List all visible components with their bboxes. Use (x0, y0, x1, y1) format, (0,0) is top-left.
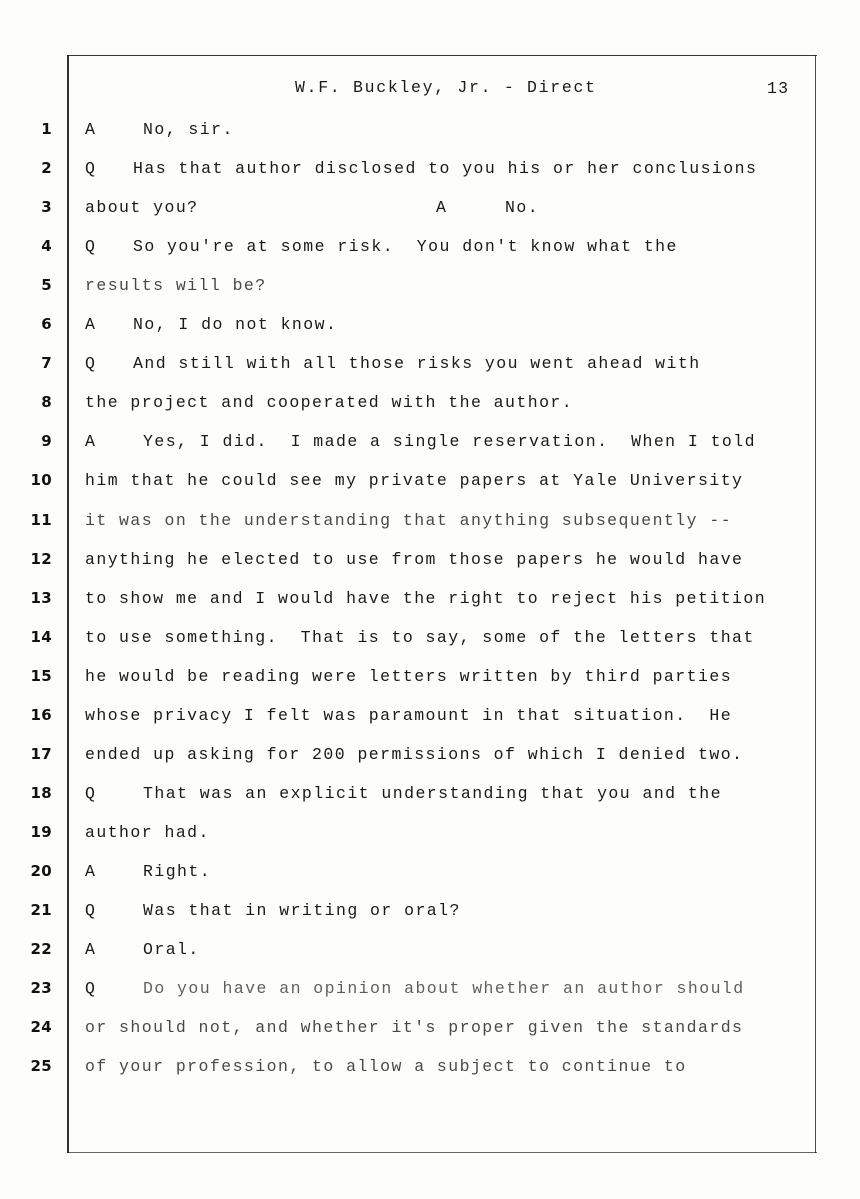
line-number: 3 (41, 198, 52, 217)
line-text: results will be? (85, 276, 267, 296)
line-number: 8 (41, 393, 52, 412)
line-number: 1 (41, 120, 52, 138)
line-number: 9 (41, 432, 52, 451)
line-text: the project and cooperated with the author. (85, 393, 574, 413)
page-number: 13 (767, 79, 790, 98)
speaker-label: Q (85, 783, 97, 803)
transcript-line (0, 511, 860, 549)
speaker-label: Q (85, 354, 97, 374)
line-number: 22 (30, 940, 52, 959)
transcript-line (0, 276, 860, 314)
line-text: ended up asking for 200 permissions of which I denied two. (85, 744, 744, 764)
line-number: 21 (30, 901, 52, 919)
line-text: Do you have an opinion about whether an author should (143, 979, 745, 999)
transcript-line (0, 940, 860, 978)
line-text: That was an explicit understanding that you and the (143, 783, 722, 803)
line-text: whose privacy I felt was paramount in that situation. He (85, 705, 733, 725)
line-text-secondary: No. (505, 198, 540, 218)
line-number: 17 (30, 744, 52, 763)
line-number: 10 (30, 471, 52, 490)
line-number: 6 (41, 315, 52, 334)
line-text: Was that in writing or oral? (143, 901, 461, 920)
speaker-label: A (85, 861, 97, 881)
line-number: 4 (41, 237, 52, 256)
line-number: 16 (30, 705, 52, 724)
speaker-label: A (85, 432, 97, 452)
speaker-label: Q (85, 159, 97, 179)
line-number: 11 (30, 510, 52, 529)
transcript-line (0, 628, 860, 666)
line-text: And still with all those risks you went ahead with (133, 354, 701, 374)
line-text: about you? (85, 198, 199, 218)
transcript-line (0, 745, 860, 783)
speaker-label-secondary: A (436, 198, 448, 218)
transcript-line (0, 354, 860, 392)
transcript-line (0, 159, 860, 197)
line-text: Has that author disclosed to you his or her conclusions (133, 159, 758, 179)
line-text: he would be reading were letters written by third parties (85, 666, 733, 686)
line-number: 13 (30, 588, 52, 607)
transcript-line (0, 393, 860, 431)
line-text: to use something. That is to say, some of the letters that (85, 627, 755, 647)
line-text: Yes, I did. I made a single reservation. When I told (143, 432, 756, 452)
speaker-label: A (85, 940, 97, 960)
line-number: 12 (30, 549, 52, 568)
transcript-line (0, 471, 860, 509)
transcript-line (0, 1018, 860, 1056)
line-number: 25 (30, 1057, 52, 1076)
transcript-line (0, 120, 860, 158)
line-number: 7 (41, 354, 52, 373)
witness-examination-title: W.F. Buckley, Jr. - Direct (295, 78, 597, 97)
transcript-line (0, 784, 860, 822)
transcript-line (0, 862, 860, 900)
speaker-label: Q (85, 237, 97, 257)
speaker-label: Q (85, 979, 97, 999)
transcript-line (0, 589, 860, 627)
transcript-line (0, 315, 860, 353)
speaker-label: Q (85, 901, 97, 920)
line-number: 19 (30, 822, 52, 841)
line-number: 14 (30, 627, 52, 646)
line-text: him that he could see my private papers at Yale University (85, 471, 744, 491)
line-number: 15 (30, 666, 52, 685)
line-number: 2 (41, 159, 52, 178)
transcript-line (0, 901, 860, 939)
speaker-label: A (85, 120, 97, 139)
transcript-line (0, 198, 860, 236)
transcript-line (0, 550, 860, 588)
line-text: or should not, and whether it's proper given the standards (85, 1018, 744, 1038)
line-text: author had. (85, 822, 210, 842)
transcript-line (0, 667, 860, 705)
line-text: to show me and I would have the right to reject his petition (85, 588, 767, 608)
transcript-line (0, 1057, 860, 1095)
line-number: 23 (30, 979, 52, 998)
transcript-line (0, 979, 860, 1017)
line-number: 24 (30, 1018, 52, 1037)
line-text: Oral. (143, 940, 200, 960)
line-text: anything he elected to use from those papers he would have (85, 549, 744, 569)
line-text: No, sir. (143, 120, 234, 139)
line-text: So you're at some risk. You don't know what the (133, 237, 678, 257)
line-number: 5 (41, 276, 52, 295)
transcript-line (0, 237, 860, 275)
line-text: Right. (143, 861, 212, 881)
transcript-line (0, 823, 860, 861)
line-number: 18 (30, 783, 52, 802)
line-number: 20 (30, 861, 52, 880)
line-text: it was on the understanding that anything subsequently -- (85, 510, 733, 530)
line-text: of your profession, to allow a subject to continue to (85, 1057, 687, 1077)
transcript-line (0, 432, 860, 470)
transcript-line (0, 706, 860, 744)
line-text: No, I do not know. (133, 315, 338, 335)
speaker-label: A (85, 315, 97, 335)
